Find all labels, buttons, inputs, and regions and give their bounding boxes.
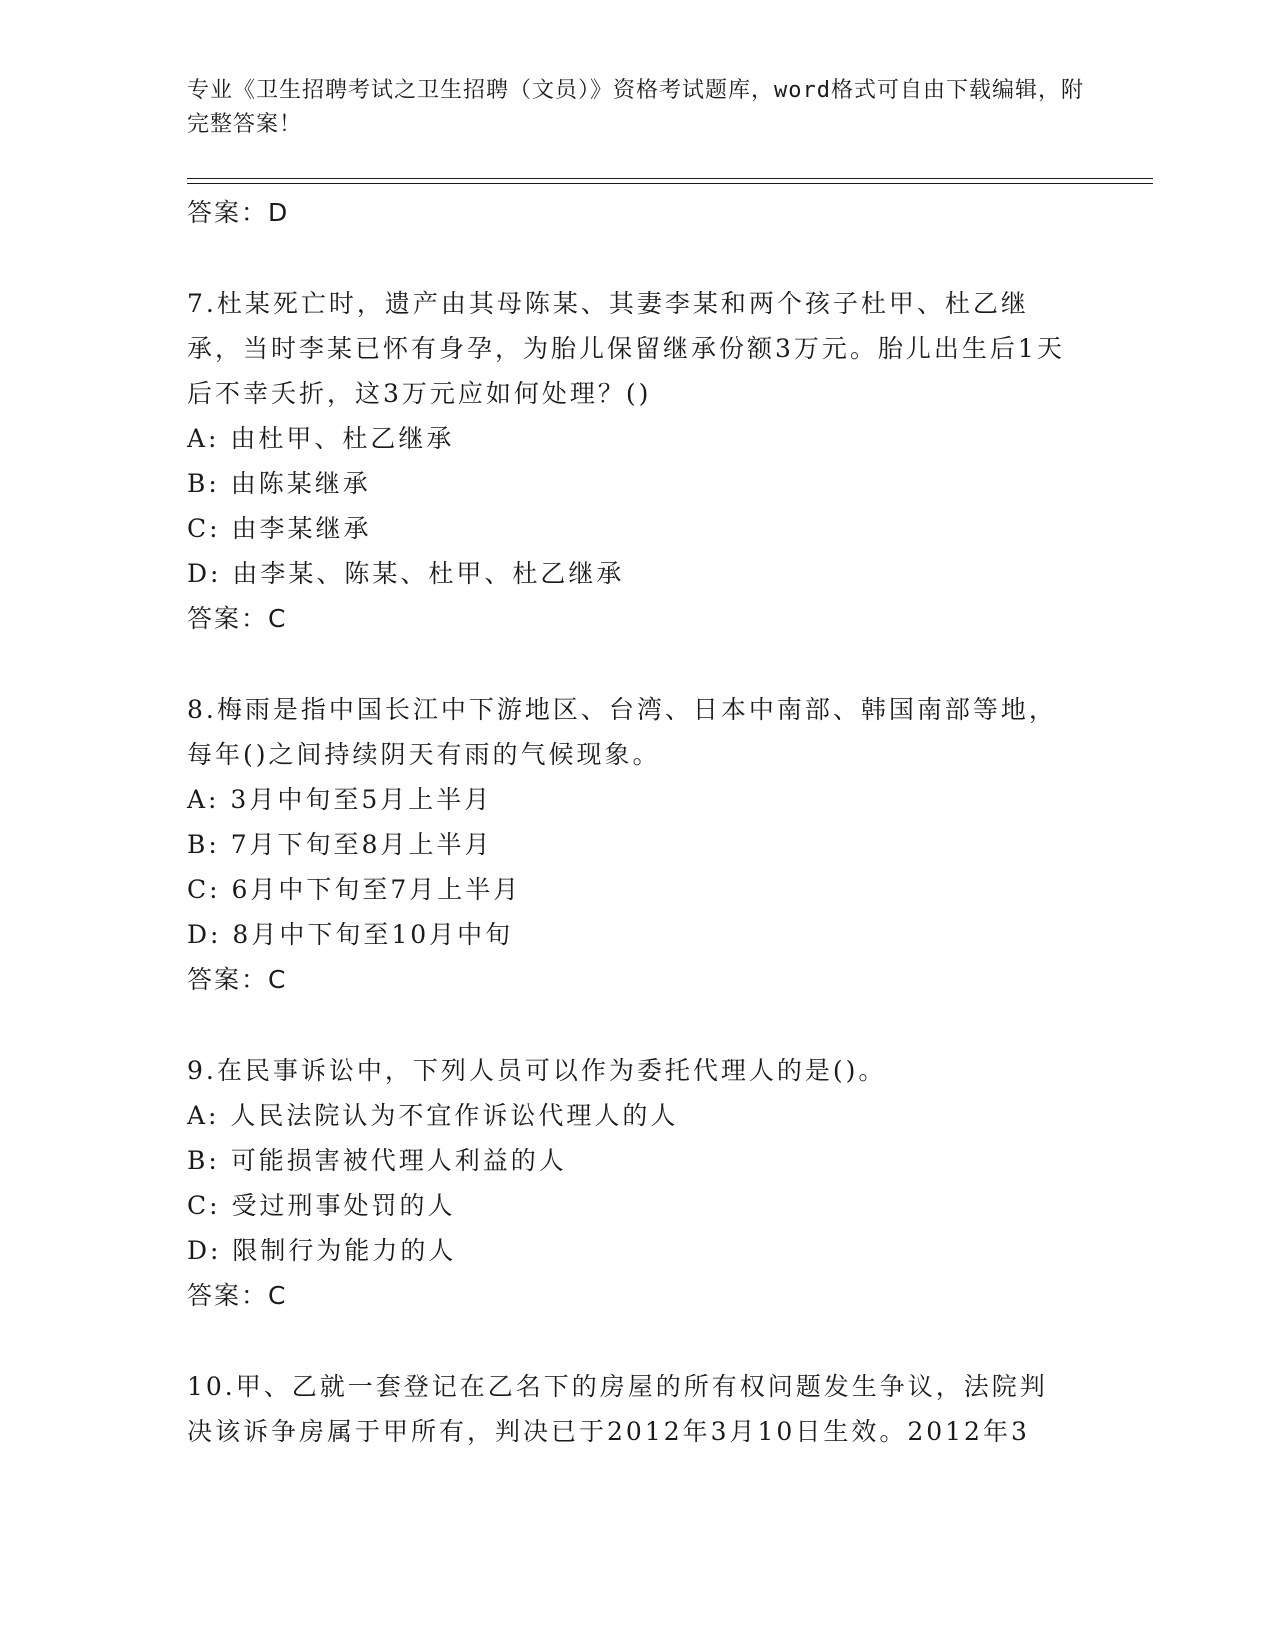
question-9 — [187, 1048, 1067, 1318]
option-c: C: 受过刑事处罚的人 — [187, 1191, 456, 1220]
question-text: 9.在民事诉讼中，下列人员可以作为委托代理人的是()。 — [187, 1056, 887, 1085]
option-a: A: 人民法院认为不宜作诉讼代理人的人 — [187, 1101, 679, 1130]
option-c: C: 6月中下旬至7月上半月 — [187, 875, 522, 904]
previous-answer: 答案：D — [187, 198, 290, 227]
question-8 — [187, 687, 1067, 1002]
answer: 答案：C — [187, 965, 288, 994]
question-10 — [187, 1364, 1067, 1454]
option-d: D: 限制行为能力的人 — [187, 1236, 457, 1265]
option-a: A: 由杜甲、杜乙继承 — [187, 424, 455, 453]
option-b: B: 可能损害被代理人利益的人 — [187, 1146, 567, 1175]
option-d: D: 8月中下旬至10月中旬 — [187, 920, 514, 949]
option-d: D: 由李某、陈某、杜甲、杜乙继承 — [187, 559, 625, 588]
question-text: 10.甲、乙就一套登记在乙名下的房屋的所有权问题发生争议，法院判决该诉争房属于甲所有，判决已于2012年3月10日生效。2012年3 — [187, 1372, 1048, 1446]
header-divider-secondary — [187, 183, 1153, 184]
header-divider — [187, 178, 1153, 179]
question-text: 8.梅雨是指中国长江中下游地区、台湾、日本中南部、韩国南部等地，每年()之间持续阴天有雨的气候现象。 — [187, 695, 1057, 769]
document-header: 专业《卫生招聘考试之卫生招聘（文员）》资格考试题库，word格式可自由下载编辑，附完整答案！ — [187, 78, 1084, 137]
question-list — [187, 190, 1067, 1454]
option-b: B: 由陈某继承 — [187, 469, 371, 498]
option-a: A: 3月中旬至5月上半月 — [187, 785, 493, 814]
question-7 — [187, 281, 1067, 641]
answer: 答案：C — [187, 1281, 288, 1310]
answer: 答案：C — [187, 604, 288, 633]
question-text: 7.杜某死亡时，遗产由其母陈某、其妻李某和两个孩子杜甲、杜乙继承，当时李某已怀有身孕，为胎儿保留继承份额3万元。胎儿出生后1天后不幸夭折，这3万元应如何处理？() — [187, 289, 1065, 408]
option-b: B: 7月下旬至8月上半月 — [187, 830, 493, 859]
option-c: C: 由李某继承 — [187, 514, 372, 543]
